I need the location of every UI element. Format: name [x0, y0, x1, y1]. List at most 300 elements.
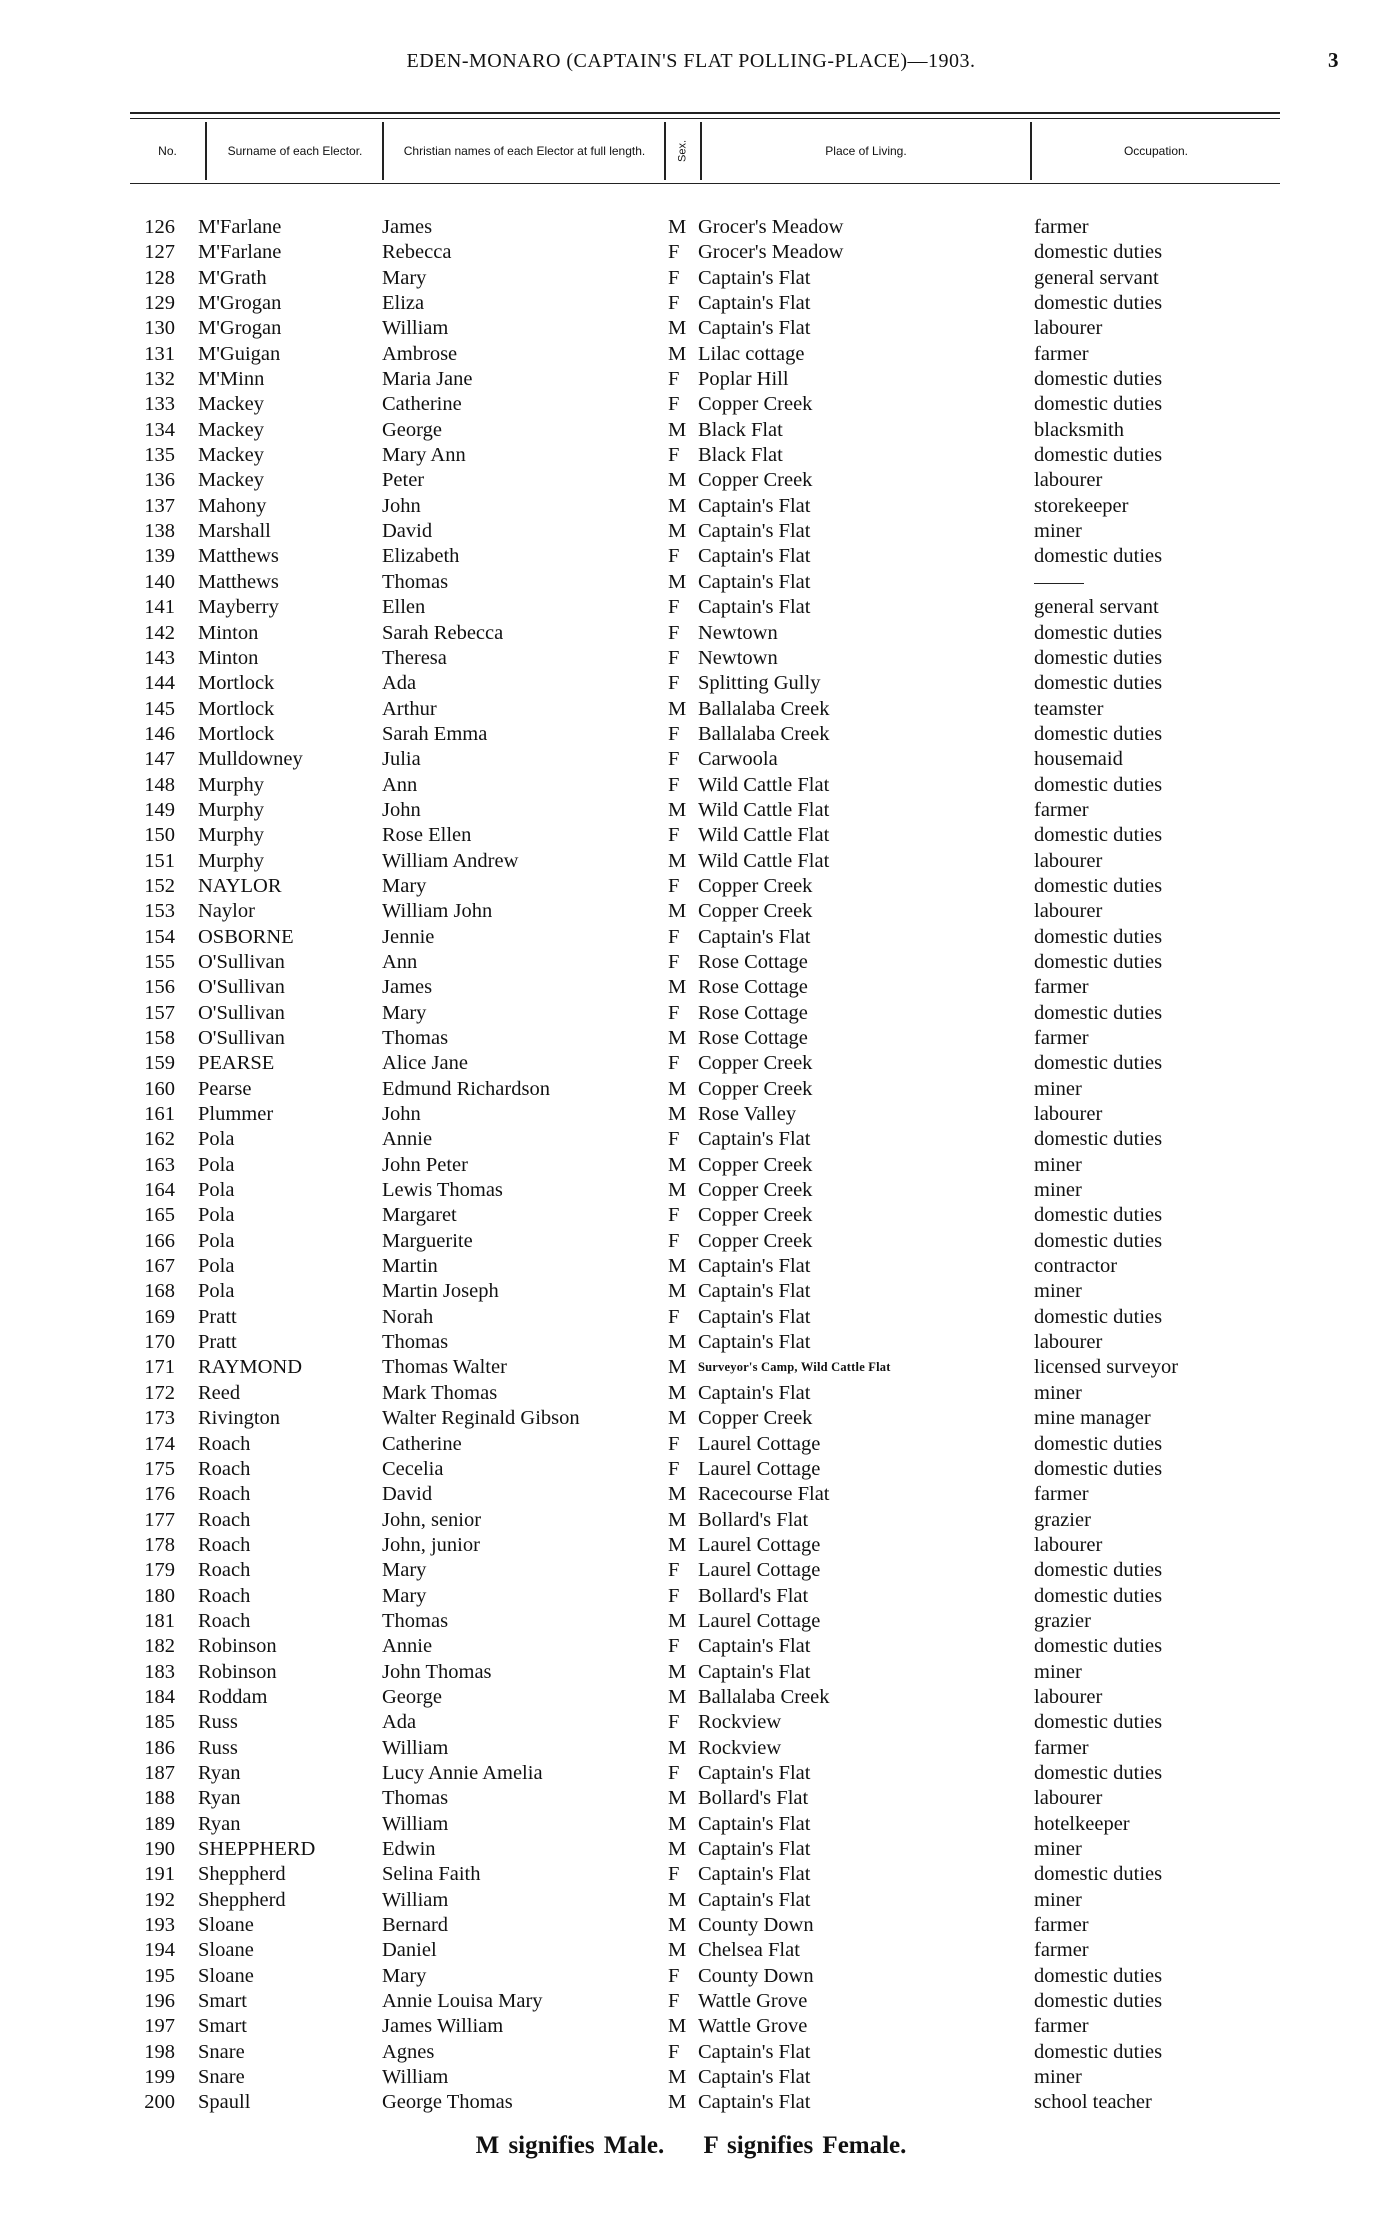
- table-row: [0, 2065, 1382, 2090]
- elector-number: 143: [144, 646, 175, 669]
- elector-sex: F: [668, 545, 680, 568]
- elector-sex: M: [668, 900, 687, 923]
- elector-occupation: miner: [1034, 2066, 1082, 2089]
- column-header-no: No.: [158, 143, 177, 158]
- elector-surname: Robinson: [198, 1635, 277, 1658]
- elector-surname: Mackey: [198, 469, 265, 492]
- elector-number: 137: [144, 494, 175, 517]
- elector-place-of-living: Captain's Flat: [698, 1838, 811, 1860]
- table-row: [0, 418, 1382, 443]
- table-row: [0, 1736, 1382, 1761]
- elector-sex: M: [668, 1736, 687, 1759]
- elector-surname: Robinson: [198, 1660, 277, 1683]
- elector-occupation: teamster: [1034, 697, 1104, 720]
- elector-place-of-living: Wild Cattle Flat: [698, 798, 830, 821]
- elector-number: 168: [144, 1280, 175, 1303]
- elector-surname: O'Sullivan: [198, 976, 285, 999]
- table-row: [0, 1330, 1382, 1355]
- elector-place-of-living: Wattle Grove: [698, 1990, 808, 2013]
- table-row: [0, 392, 1382, 417]
- elector-place-of-living: Captain's Flat: [698, 520, 811, 543]
- elector-surname: Ryan: [198, 1761, 241, 1784]
- elector-christian-names: John, junior: [382, 1533, 480, 1556]
- elector-place-of-living: Copper Creek: [698, 469, 813, 492]
- elector-surname: O'Sullivan: [198, 1001, 285, 1024]
- elector-christian-names: George: [382, 1685, 442, 1708]
- elector-occupation: domestic duties: [1034, 1584, 1163, 1607]
- elector-occupation: domestic duties: [1034, 241, 1163, 264]
- table-row: [0, 1381, 1382, 1406]
- elector-surname: Sloane: [198, 1964, 254, 1987]
- elector-occupation: domestic duties: [1034, 292, 1163, 315]
- elector-christian-names: William: [382, 317, 449, 340]
- table-row: [0, 1989, 1382, 2014]
- elector-place-of-living: Captain's Flat: [698, 494, 811, 517]
- elector-place-of-living: Copper Creek: [698, 1077, 813, 1100]
- elector-sex: M: [668, 1381, 687, 1404]
- table-row: [0, 367, 1382, 392]
- elector-place-of-living: Splitting Gully: [698, 672, 821, 695]
- elector-sex: F: [668, 646, 680, 669]
- elector-occupation: domestic duties: [1034, 444, 1163, 467]
- elector-christian-names: Daniel: [382, 1939, 437, 1962]
- elector-number: 129: [144, 292, 175, 315]
- elector-occupation: domestic duties: [1034, 672, 1163, 695]
- elector-sex: F: [668, 1052, 680, 1075]
- elector-number: 164: [144, 1179, 175, 1202]
- elector-occupation: labourer: [1034, 1533, 1103, 1556]
- elector-number: 200: [144, 2091, 175, 2114]
- elector-number: 136: [144, 469, 175, 492]
- elector-number: 147: [144, 748, 175, 771]
- elector-christian-names: Cecelia: [382, 1457, 444, 1480]
- column-header-christian-names: Christian names of each Elector at full length.: [403, 143, 646, 158]
- elector-christian-names: William John: [382, 900, 493, 923]
- table-row: [0, 1837, 1382, 1862]
- elector-christian-names: Edmund Richardson: [382, 1077, 550, 1100]
- elector-christian-names: Bernard: [382, 1914, 449, 1937]
- elector-place-of-living: Captain's Flat: [698, 266, 811, 289]
- elector-christian-names: Maria Jane: [382, 368, 473, 391]
- elector-christian-names: Martin: [382, 1255, 438, 1278]
- table-row: [0, 1888, 1382, 1913]
- elector-occupation: farmer: [1034, 798, 1089, 821]
- elector-christian-names: Thomas: [382, 1027, 449, 1049]
- elector-christian-names: Catherine: [382, 393, 462, 416]
- elector-occupation: domestic duties: [1034, 1559, 1163, 1582]
- elector-surname: NAYLOR: [198, 874, 282, 897]
- elector-occupation: domestic duties: [1034, 545, 1163, 568]
- elector-surname: PEARSE: [198, 1052, 275, 1075]
- elector-sex: M: [668, 1179, 687, 1202]
- elector-occupation: miner: [1034, 1888, 1082, 1911]
- elector-sex: F: [668, 824, 680, 847]
- elector-sex: F: [668, 1457, 680, 1480]
- elector-christian-names: John: [382, 494, 421, 517]
- elector-sex: M: [668, 1660, 687, 1683]
- elector-place-of-living: Wild Cattle Flat: [698, 824, 830, 847]
- table-row: [0, 950, 1382, 975]
- elector-occupation: general servant: [1034, 596, 1159, 619]
- table-row: [0, 1558, 1382, 1583]
- elector-number: 193: [144, 1914, 175, 1937]
- elector-sex: M: [668, 1483, 687, 1506]
- elector-christian-names: David: [382, 1483, 433, 1506]
- elector-occupation: farmer: [1034, 2015, 1089, 2038]
- elector-occupation: farmer: [1034, 1939, 1089, 1962]
- elector-surname: Smart: [198, 2015, 247, 2038]
- elector-christian-names: James William: [382, 2015, 504, 2038]
- elector-occupation: domestic duties: [1034, 773, 1163, 796]
- elector-christian-names: David: [382, 520, 433, 543]
- elector-number: 157: [144, 1001, 175, 1024]
- elector-number: 167: [144, 1255, 175, 1278]
- elector-christian-names: Margaret: [382, 1204, 457, 1227]
- elector-occupation: domestic duties: [1034, 722, 1163, 745]
- elector-place-of-living: Rose Cottage: [698, 950, 808, 973]
- elector-surname: Pola: [198, 1153, 235, 1176]
- table-row: [0, 671, 1382, 696]
- elector-christian-names: Thomas: [382, 1787, 449, 1810]
- elector-surname: O'Sullivan: [198, 950, 285, 973]
- elector-occupation: labourer: [1034, 1685, 1103, 1708]
- table-row: [0, 291, 1382, 316]
- elector-place-of-living: Rose Valley: [698, 1103, 797, 1126]
- elector-sex: F: [668, 672, 680, 695]
- legend-female: F signifies Female.: [703, 2132, 907, 2159]
- elector-number: 149: [144, 798, 175, 821]
- elector-number: 189: [144, 1812, 175, 1835]
- elector-place-of-living: Laurel Cottage: [698, 1432, 821, 1455]
- elector-place-of-living: Copper Creek: [698, 900, 813, 923]
- elector-occupation: domestic duties: [1034, 1052, 1163, 1075]
- table-row: [0, 849, 1382, 874]
- elector-occupation: hotelkeeper: [1034, 1812, 1130, 1835]
- elector-sex: M: [668, 849, 687, 872]
- elector-christian-names: Thomas Walter: [382, 1356, 507, 1379]
- table-row: [0, 1533, 1382, 1558]
- elector-christian-names: Mary: [382, 266, 427, 289]
- elector-christian-names: George Thomas: [382, 2091, 513, 2114]
- elector-surname: Mortlock: [198, 722, 275, 745]
- elector-christian-names: Rose Ellen: [382, 824, 472, 847]
- elector-surname: Mahony: [198, 494, 267, 517]
- elector-number: 163: [144, 1153, 175, 1176]
- elector-surname: Pratt: [198, 1305, 237, 1328]
- elector-place-of-living: Copper Creek: [698, 1407, 813, 1430]
- elector-christian-names: Thomas: [382, 1331, 449, 1354]
- elector-christian-names: William: [382, 2066, 449, 2089]
- elector-place-of-living: Chelsea Flat: [698, 1939, 800, 1962]
- elector-number: 152: [144, 874, 175, 897]
- elector-number: 176: [144, 1483, 175, 1506]
- elector-surname: Mortlock: [198, 697, 275, 720]
- table-row: [0, 215, 1382, 240]
- elector-surname: Roach: [198, 1584, 251, 1607]
- elector-surname: Roach: [198, 1432, 251, 1455]
- elector-place-of-living: Laurel Cottage: [698, 1609, 821, 1632]
- table-row: [0, 1964, 1382, 1989]
- elector-christian-names: Jennie: [382, 925, 435, 948]
- elector-place-of-living: Captain's Flat: [698, 1761, 811, 1784]
- elector-place-of-living: Copper Creek: [698, 1179, 813, 1202]
- elector-sex: F: [668, 292, 680, 315]
- column-divider: [382, 122, 384, 180]
- elector-occupation: miner: [1034, 520, 1082, 543]
- elector-number: 186: [144, 1736, 175, 1759]
- elector-surname: M'Farlane: [198, 216, 282, 238]
- elector-number: 195: [144, 1964, 175, 1987]
- elector-occupation: domestic duties: [1034, 1964, 1163, 1987]
- header-bottom-rule: [130, 183, 1280, 184]
- elector-sex: F: [668, 621, 680, 644]
- table-row: [0, 925, 1382, 950]
- elector-place-of-living: Black Flat: [698, 418, 783, 441]
- table-row: [0, 1254, 1382, 1279]
- elector-christian-names: Mary: [382, 874, 427, 897]
- elector-christian-names: Peter: [382, 469, 425, 492]
- elector-surname: Mayberry: [198, 596, 279, 619]
- elector-place-of-living: Bollard's Flat: [698, 1508, 809, 1531]
- elector-christian-names: Sarah Rebecca: [382, 621, 504, 644]
- elector-christian-names: Julia: [382, 748, 421, 771]
- elector-surname: Snare: [198, 2066, 245, 2089]
- elector-number: 188: [144, 1787, 175, 1810]
- elector-number: 142: [144, 621, 175, 644]
- elector-number: 156: [144, 976, 175, 999]
- sex-legend: [0, 2132, 1382, 2160]
- elector-place-of-living: Racecourse Flat: [698, 1483, 830, 1506]
- table-row: [0, 1685, 1382, 1710]
- elector-christian-names: William: [382, 1736, 449, 1759]
- table-row: [0, 1862, 1382, 1887]
- elector-occupation: domestic duties: [1034, 368, 1163, 391]
- elector-place-of-living: Rockview: [698, 1711, 782, 1734]
- elector-sex: F: [668, 1305, 680, 1328]
- elector-christian-names: James: [382, 216, 433, 238]
- elector-sex: M: [668, 697, 687, 720]
- elector-place-of-living: Captain's Flat: [698, 570, 811, 593]
- elector-sex: M: [668, 1609, 687, 1632]
- table-row: [0, 1913, 1382, 1938]
- elector-occupation: farmer: [1034, 1483, 1089, 1506]
- table-row: [0, 1457, 1382, 1482]
- elector-occupation: storekeeper: [1034, 494, 1129, 517]
- elector-sex: M: [668, 1838, 687, 1860]
- elector-place-of-living: Copper Creek: [698, 874, 813, 897]
- elector-occupation: general servant: [1034, 266, 1159, 289]
- elector-number: 179: [144, 1559, 175, 1582]
- elector-number: 185: [144, 1711, 175, 1734]
- table-row: [0, 494, 1382, 519]
- elector-occupation: domestic duties: [1034, 1990, 1163, 2013]
- elector-surname: Roach: [198, 1483, 251, 1506]
- elector-surname: Matthews: [198, 570, 279, 593]
- elector-place-of-living: Captain's Flat: [698, 2091, 811, 2114]
- elector-christian-names: Elizabeth: [382, 545, 460, 568]
- elector-surname: Pola: [198, 1255, 235, 1278]
- elector-occupation: domestic duties: [1034, 1204, 1163, 1227]
- elector-christian-names: Ambrose: [382, 342, 458, 365]
- elector-christian-names: Mary: [382, 1584, 427, 1607]
- elector-sex: F: [668, 1128, 680, 1151]
- elector-sex: M: [668, 1103, 687, 1126]
- elector-occupation: contractor: [1034, 1255, 1118, 1278]
- elector-place-of-living: Wild Cattle Flat: [698, 849, 830, 872]
- elector-sex: M: [668, 1153, 687, 1176]
- elector-place-of-living: Captain's Flat: [698, 596, 811, 619]
- elector-place-of-living: Captain's Flat: [698, 1280, 811, 1303]
- elector-christian-names: John Peter: [382, 1153, 468, 1176]
- elector-christian-names: Norah: [382, 1305, 434, 1328]
- elector-sex: F: [668, 925, 680, 948]
- elector-christian-names: Rebecca: [382, 241, 452, 264]
- elector-surname: Mortlock: [198, 672, 275, 695]
- elector-sex: M: [668, 216, 687, 238]
- elector-surname: Mackey: [198, 444, 265, 467]
- table-row: [0, 1229, 1382, 1254]
- elector-occupation: grazier: [1034, 1609, 1091, 1632]
- elector-christian-names: Catherine: [382, 1432, 462, 1455]
- table-row: [0, 1001, 1382, 1026]
- elector-number: 175: [144, 1457, 175, 1480]
- table-row: [0, 1026, 1382, 1051]
- elector-number: 132: [144, 368, 175, 391]
- elector-surname: Minton: [198, 646, 259, 669]
- elector-number: 139: [144, 545, 175, 568]
- elector-sex: M: [668, 1508, 687, 1531]
- table-row: [0, 646, 1382, 671]
- elector-occupation: domestic duties: [1034, 646, 1163, 669]
- elector-occupation: domestic duties: [1034, 1711, 1163, 1734]
- table-row: [0, 722, 1382, 747]
- table-row: [0, 1634, 1382, 1659]
- elector-surname: Sheppherd: [198, 1888, 286, 1911]
- elector-occupation: blacksmith: [1034, 418, 1124, 441]
- elector-number: 192: [144, 1888, 175, 1911]
- elector-number: 183: [144, 1660, 175, 1683]
- elector-occupation: school teacher: [1034, 2091, 1152, 2114]
- elector-occupation: miner: [1034, 1077, 1082, 1100]
- elector-place-of-living: Captain's Flat: [698, 317, 811, 340]
- elector-surname: Mackey: [198, 393, 265, 416]
- elector-number: 148: [144, 773, 175, 796]
- elector-sex: F: [668, 748, 680, 771]
- elector-sex: F: [668, 1863, 680, 1886]
- elector-christian-names: John Thomas: [382, 1660, 492, 1683]
- elector-place-of-living: County Down: [698, 1914, 814, 1937]
- elector-number: 128: [144, 266, 175, 289]
- elector-occupation: farmer: [1034, 1736, 1089, 1759]
- elector-place-of-living: Captain's Flat: [698, 1381, 811, 1404]
- elector-christian-names: Annie: [382, 1635, 433, 1658]
- table-row: [0, 2090, 1382, 2115]
- elector-christian-names: Mark Thomas: [382, 1381, 498, 1404]
- elector-christian-names: Annie Louisa Mary: [382, 1990, 543, 2013]
- elector-occupation: farmer: [1034, 1914, 1089, 1937]
- elector-occupation: farmer: [1034, 342, 1089, 365]
- legend-male: M signifies Male.: [475, 2132, 665, 2159]
- elector-number: 150: [144, 824, 175, 847]
- column-header-sex: Sex.: [676, 140, 689, 163]
- table-row: [0, 468, 1382, 493]
- table-row: [0, 570, 1382, 595]
- elector-occupation: labourer: [1034, 317, 1103, 340]
- elector-sex: M: [668, 798, 687, 821]
- elector-surname: Sloane: [198, 1914, 254, 1937]
- elector-christian-names: Thomas: [382, 1609, 449, 1632]
- elector-occupation: miner: [1034, 1660, 1082, 1683]
- elector-sex: M: [668, 1280, 687, 1303]
- elector-sex: M: [668, 1914, 687, 1937]
- elector-sex: M: [668, 317, 687, 340]
- elector-christian-names: Ada: [382, 1711, 417, 1734]
- elector-occupation: domestic duties: [1034, 925, 1163, 948]
- elector-sex: F: [668, 773, 680, 796]
- elector-surname: Russ: [198, 1711, 238, 1734]
- elector-occupation: labourer: [1034, 1103, 1103, 1126]
- elector-christian-names: John: [382, 798, 421, 821]
- table-row: [0, 1482, 1382, 1507]
- table-row: [0, 1406, 1382, 1431]
- elector-sex: F: [668, 1204, 680, 1227]
- elector-occupation: domestic duties: [1034, 1128, 1163, 1151]
- elector-place-of-living: Captain's Flat: [698, 1331, 811, 1354]
- elector-surname: Marshall: [198, 520, 271, 543]
- elector-number: 197: [144, 2015, 175, 2038]
- elector-place-of-living: Bollard's Flat: [698, 1584, 809, 1607]
- elector-occupation: housemaid: [1034, 748, 1123, 771]
- table-row: [0, 316, 1382, 341]
- elector-place-of-living: Newtown: [698, 646, 778, 669]
- elector-sex: F: [668, 1635, 680, 1658]
- elector-occupation: domestic duties: [1034, 1863, 1163, 1886]
- elector-place-of-living: Rose Cottage: [698, 1027, 808, 1049]
- elector-place-of-living: Ballalaba Creek: [698, 697, 830, 720]
- elector-occupation: miner: [1034, 1179, 1082, 1202]
- elector-number: 178: [144, 1533, 175, 1556]
- elector-occupation: domestic duties: [1034, 824, 1163, 847]
- elector-christian-names: George: [382, 418, 442, 441]
- elector-sex: F: [668, 1229, 680, 1252]
- elector-occupation: domestic duties: [1034, 1001, 1163, 1024]
- elector-number: 171: [144, 1356, 175, 1379]
- elector-surname: Pola: [198, 1128, 235, 1151]
- table-row: [0, 823, 1382, 848]
- elector-place-of-living: Copper Creek: [698, 393, 813, 416]
- elector-surname: Spaull: [198, 2091, 251, 2114]
- elector-surname: M'Grogan: [198, 292, 282, 315]
- elector-christian-names: Theresa: [382, 646, 447, 669]
- elector-surname: Roach: [198, 1559, 251, 1582]
- table-row: [0, 975, 1382, 1000]
- elector-christian-names: Edwin: [382, 1838, 436, 1860]
- elector-occupation: labourer: [1034, 900, 1103, 923]
- elector-sex: F: [668, 1001, 680, 1024]
- elector-sex: M: [668, 520, 687, 543]
- elector-occupation: labourer: [1034, 1331, 1103, 1354]
- elector-place-of-living: Copper Creek: [698, 1204, 813, 1227]
- header-top-rule-thin: [130, 118, 1280, 119]
- elector-number: 174: [144, 1432, 175, 1455]
- elector-sex: M: [668, 1356, 687, 1379]
- column-header-place-of-living: Place of Living.: [825, 143, 907, 158]
- elector-sex: F: [668, 596, 680, 619]
- elector-surname: Roach: [198, 1457, 251, 1480]
- elector-number: 170: [144, 1331, 175, 1354]
- elector-sex: M: [668, 418, 687, 441]
- elector-christian-names: Martin Joseph: [382, 1280, 499, 1303]
